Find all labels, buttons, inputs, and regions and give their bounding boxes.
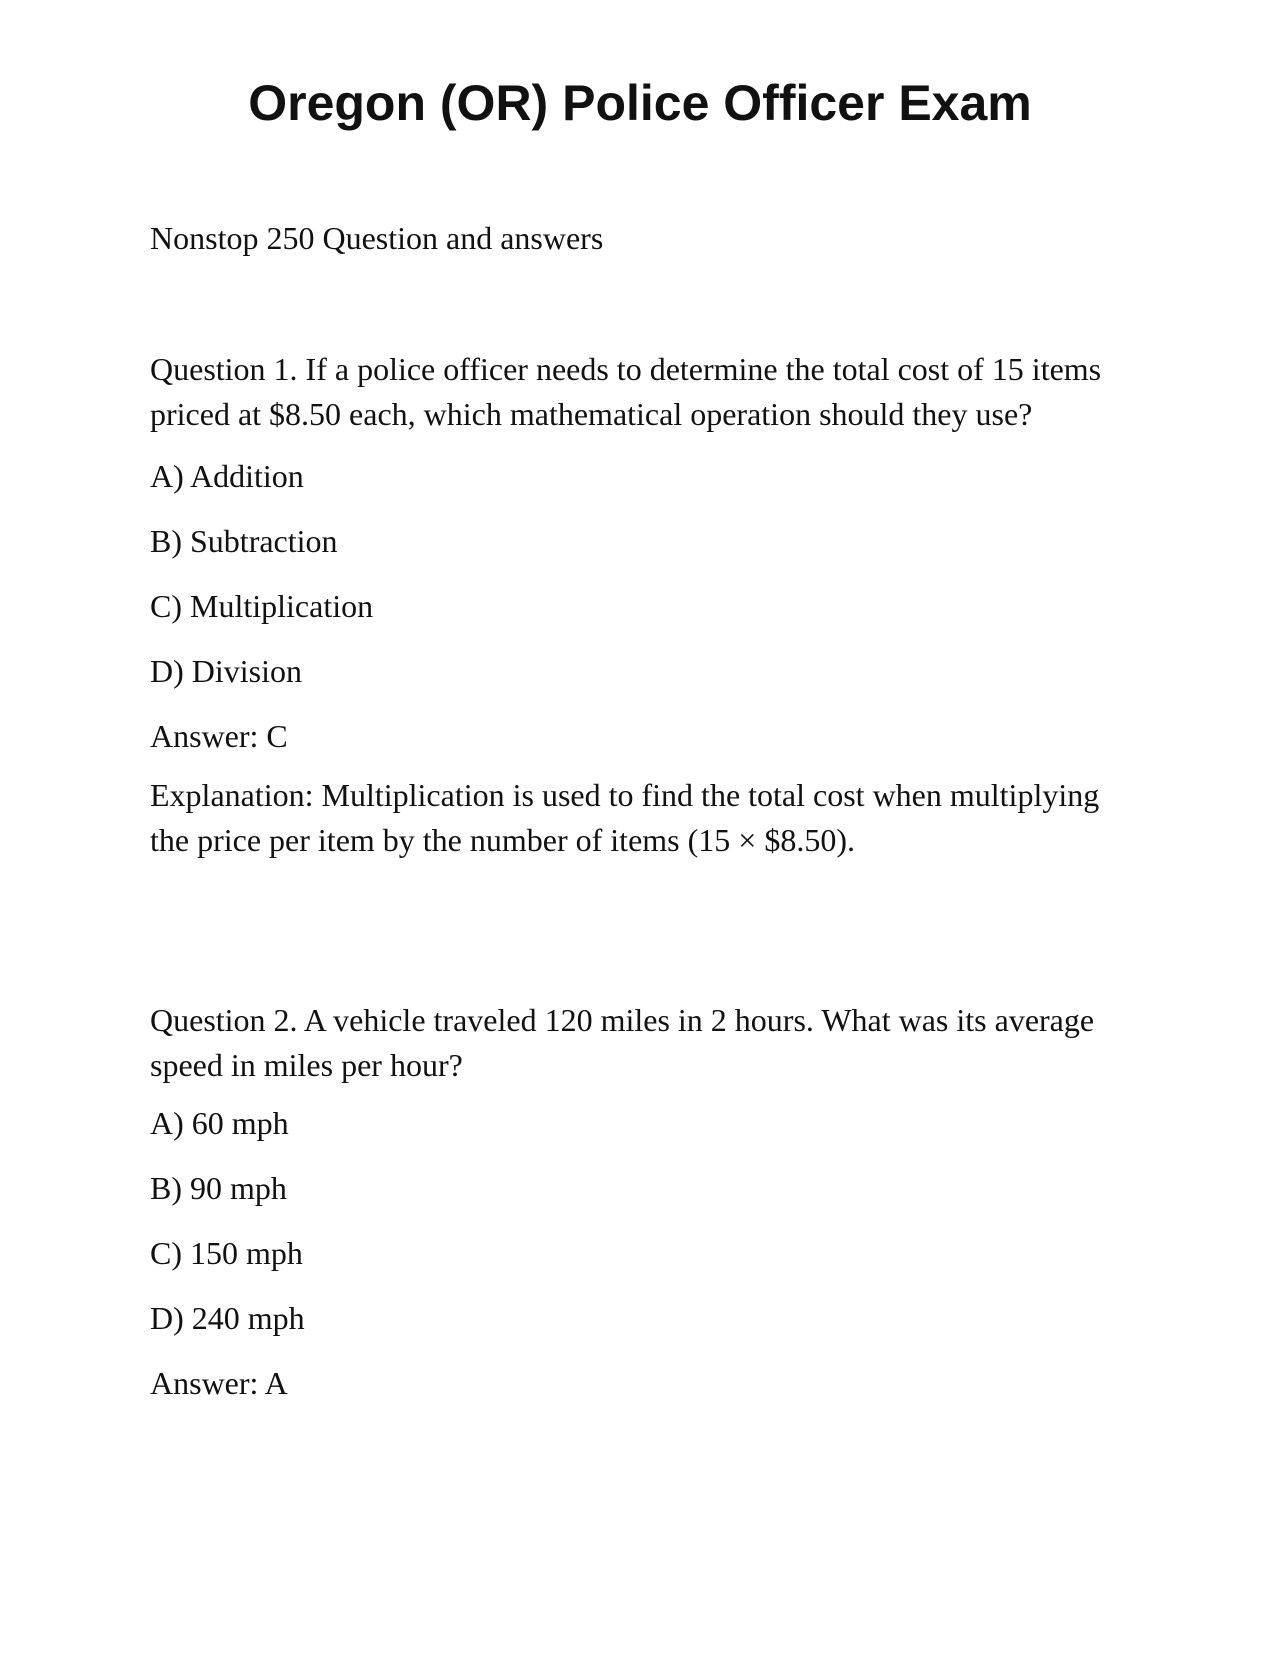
question-1-option-d: D) Division bbox=[150, 653, 302, 689]
question-2-answer: Answer: A bbox=[150, 1365, 288, 1401]
document-subtitle: Nonstop 250 Question and answers bbox=[150, 220, 604, 256]
question-2-option-a: A) 60 mph bbox=[150, 1105, 289, 1141]
question-2 bbox=[150, 998, 1110, 1416]
question-1-explanation: Explanation: Multiplication is used to find the total cost when multiplying the price per item by the number of items (15 × $8.50). bbox=[150, 777, 1100, 858]
question-1-option-a: A) Addition bbox=[150, 458, 304, 494]
question-2-option-b: B) 90 mph bbox=[150, 1170, 287, 1206]
question-2-options bbox=[150, 1091, 1110, 1351]
question-1 bbox=[150, 347, 1110, 863]
question-1-option-c: C) Multiplication bbox=[150, 588, 374, 624]
page-title: Oregon (OR) Police Officer Exam bbox=[248, 75, 1032, 131]
question-2-option-d: D) 240 mph bbox=[150, 1300, 305, 1336]
question-1-option-b: B) Subtraction bbox=[150, 523, 338, 559]
question-1-text: Question 1. If a police officer needs to determine the total cost of 15 items priced at $8.50 each, which mathematical operation should they use? bbox=[150, 351, 1102, 432]
question-2-text: Question 2. A vehicle traveled 120 miles in 2 hours. What was its average speed in miles per hour? bbox=[150, 1002, 1095, 1083]
question-1-options bbox=[150, 444, 1110, 704]
question-1-answer: Answer: C bbox=[150, 718, 288, 754]
question-2-option-c: C) 150 mph bbox=[150, 1235, 303, 1271]
